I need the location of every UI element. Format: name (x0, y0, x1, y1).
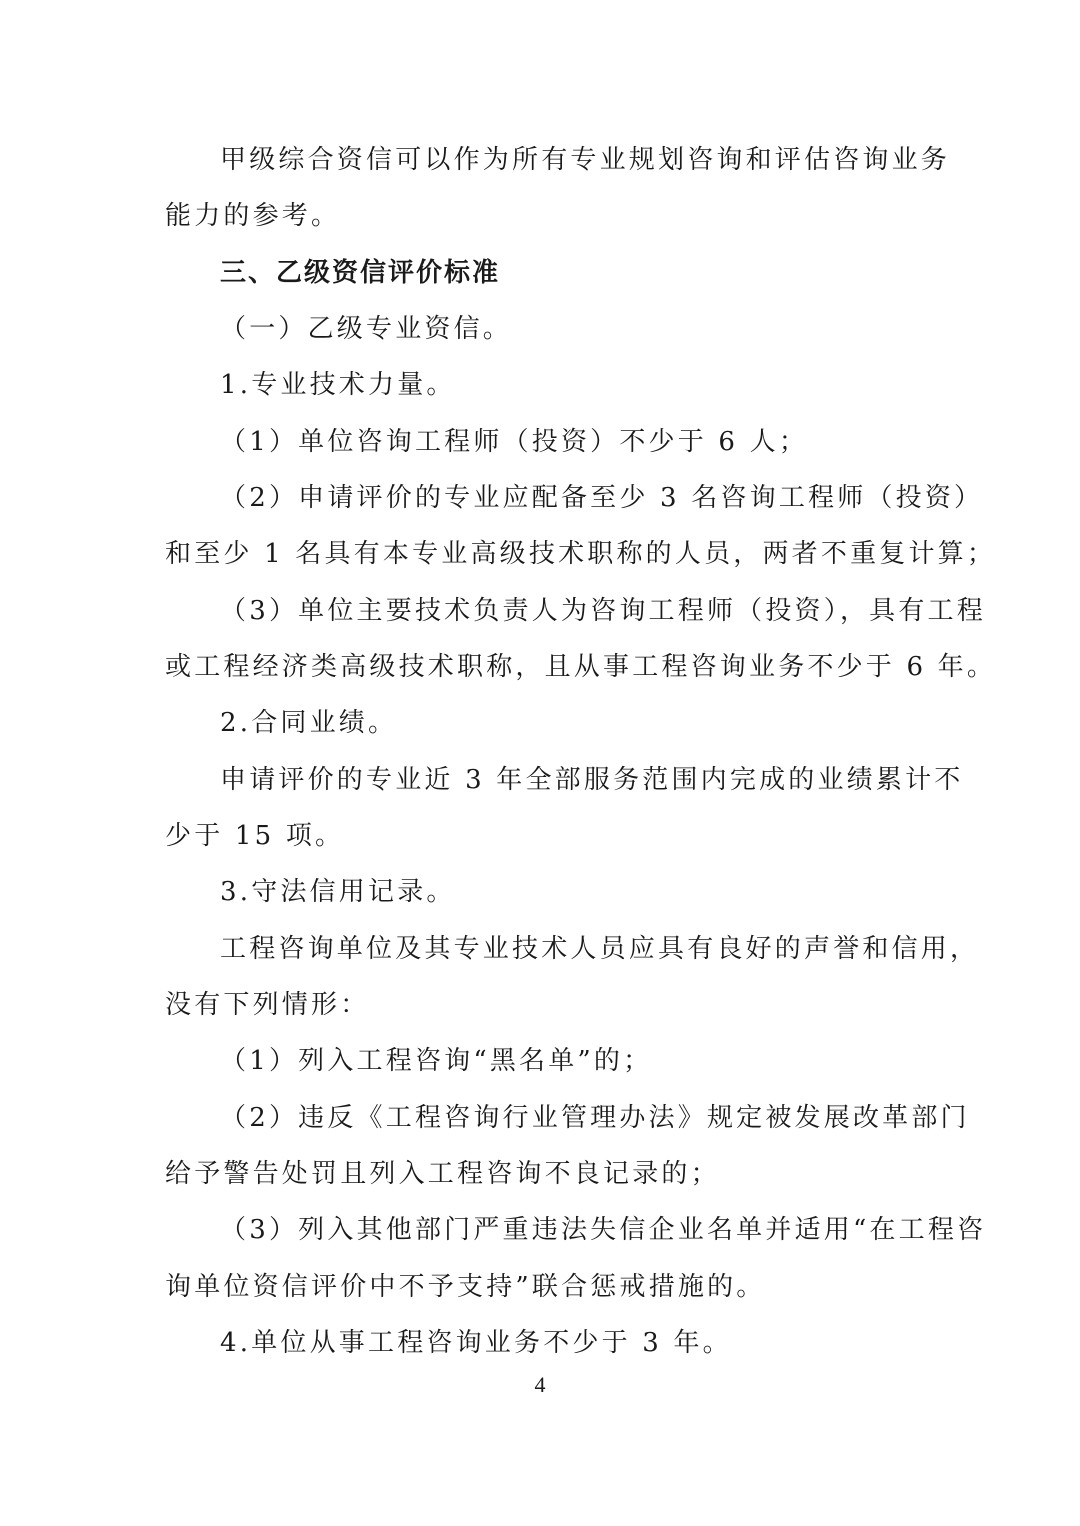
paragraph-line: 少于 15 项。 (165, 821, 345, 851)
item-heading: 1.专业技术力量。 (220, 370, 456, 400)
paragraph-line: 工程咨询单位及其专业技术人员应具有良好的声誉和信用， (220, 934, 980, 964)
paragraph-line: 或工程经济类高级技术职称，且从事工程咨询业务不少于 6 年。 (165, 652, 997, 682)
paragraph-line: 给予警告处罚且列入工程咨询不良记录的； (165, 1159, 720, 1189)
paragraph-line: 能力的参考。 (165, 201, 341, 231)
item-heading: 4.单位从事工程咨询业务不少于 3 年。 (220, 1328, 732, 1358)
list-item: （2）违反《工程咨询行业管理办法》规定被发展改革部门 (220, 1103, 970, 1133)
list-item: （1）列入工程咨询“黑名单”的； (220, 1046, 653, 1076)
paragraph-line: 没有下列情形： (165, 990, 370, 1020)
paragraph-line: 申请评价的专业近 3 年全部服务范围内完成的业绩累计不 (220, 765, 964, 795)
list-item: （3）列入其他部门严重违法失信企业名单并适用“在工程咨 (220, 1215, 987, 1245)
item-heading: 2.合同业绩。 (220, 708, 398, 738)
section-heading: 三、乙级资信评价标准 (220, 258, 501, 288)
list-item: （1）单位咨询工程师（投资）不少于 6 人； (220, 427, 809, 457)
list-item: （2）申请评价的专业应配备至少 3 名咨询工程师（投资） (220, 483, 984, 513)
paragraph-line: 和至少 1 名具有本专业高级技术职称的人员，两者不重复计算； (165, 539, 997, 569)
paragraph-line: 甲级综合资信可以作为所有专业规划咨询和评估咨询业务 (220, 145, 951, 175)
item-heading: 3.守法信用记录。 (220, 877, 456, 907)
subsection-heading: （一）乙级专业资信。 (220, 314, 513, 344)
paragraph-line: 询单位资信评价中不予支持”联合惩戒措施的。 (165, 1272, 766, 1302)
list-item: （3）单位主要技术负责人为咨询工程师（投资），具有工程 (220, 596, 986, 626)
page-number: 4 (534, 1372, 546, 1397)
